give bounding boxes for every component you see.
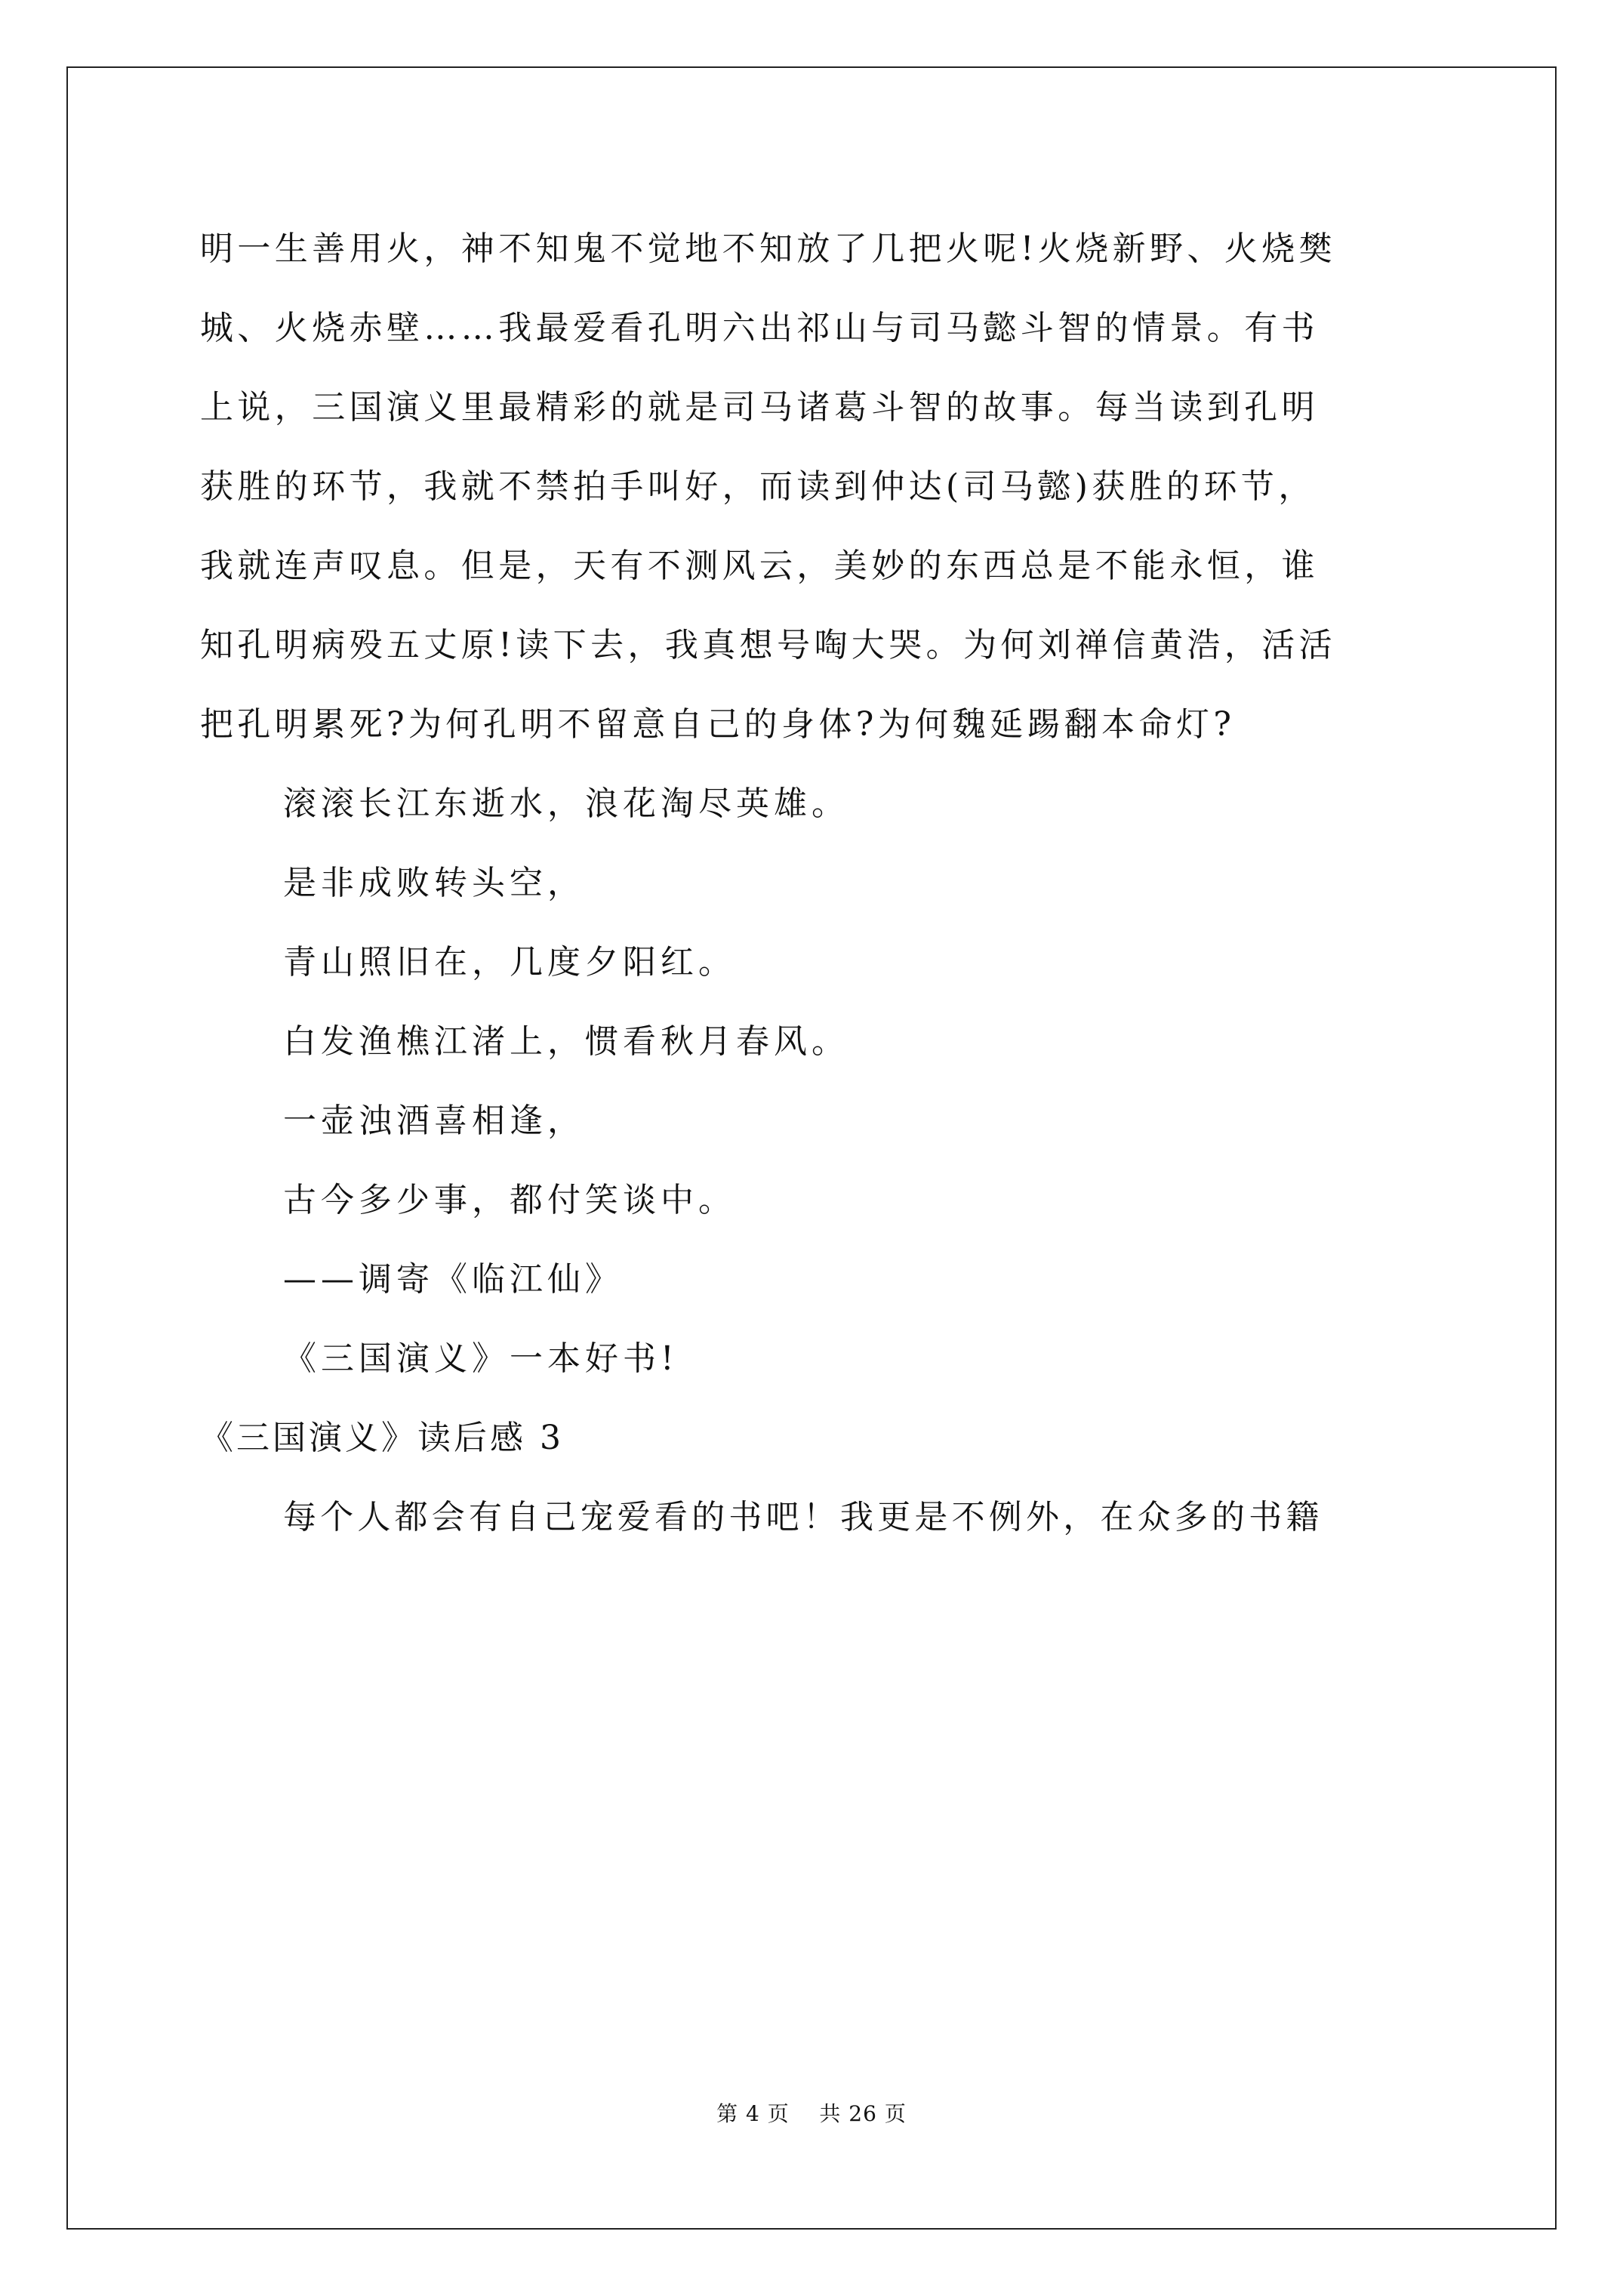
body-text-line: 把孔明累死?为何孔明不留意自己的身体?为何魏延踢翻本命灯? [200,705,1236,744]
poem-line: 滚滚长江东逝水，浪花淘尽英雄。 [283,784,849,823]
body-text-line: 上说，三国演义里最精彩的就是司马诸葛斗智的故事。每当读到孔明 [200,388,1319,427]
poem-line: 青山照旧在，几度夕阳红。 [283,943,736,982]
section-heading: 《三国演义》读后感 3 [200,1419,564,1457]
body-text-line: 知孔明病殁五丈原!读下去，我真想号啕大哭。为何刘禅信黄浩，活活 [200,626,1337,664]
body-text-line: 明一生善用火，神不知鬼不觉地不知放了几把火呢!火烧新野、火烧樊 [200,230,1337,268]
body-text-line: 获胜的环节，我就不禁拍手叫好，而读到仲达(司马懿)获胜的环节， [200,467,1316,506]
poem-line: 一壶浊酒喜相逢， [283,1102,585,1140]
poem-line: 古今多少事，都付笑谈中。 [283,1181,736,1219]
page-number: 第 4 页 [716,2101,790,2126]
closing-line: 《三国演义》一本好书! [283,1339,679,1378]
poem-attribution: ——调寄《临江仙》 [283,1260,623,1299]
body-text-line: 我就连声叹息。但是，天有不测风云，美妙的东西总是不能永恒，谁 [200,547,1319,585]
paragraph-first-line: 每个人都会有自己宠爱看的书吧！我更是不例外，在众多的书籍 [283,1498,1323,1536]
poem-line: 是非成败转头空， [283,864,585,902]
page-footer [0,2099,1623,2129]
page-total: 共 26 页 [819,2101,907,2126]
body-text-line: 城、火烧赤壁……我最爱看孔明六出祁山与司马懿斗智的情景。有书 [200,309,1319,347]
poem-line: 白发渔樵江渚上，惯看秋月春风。 [283,1022,849,1061]
